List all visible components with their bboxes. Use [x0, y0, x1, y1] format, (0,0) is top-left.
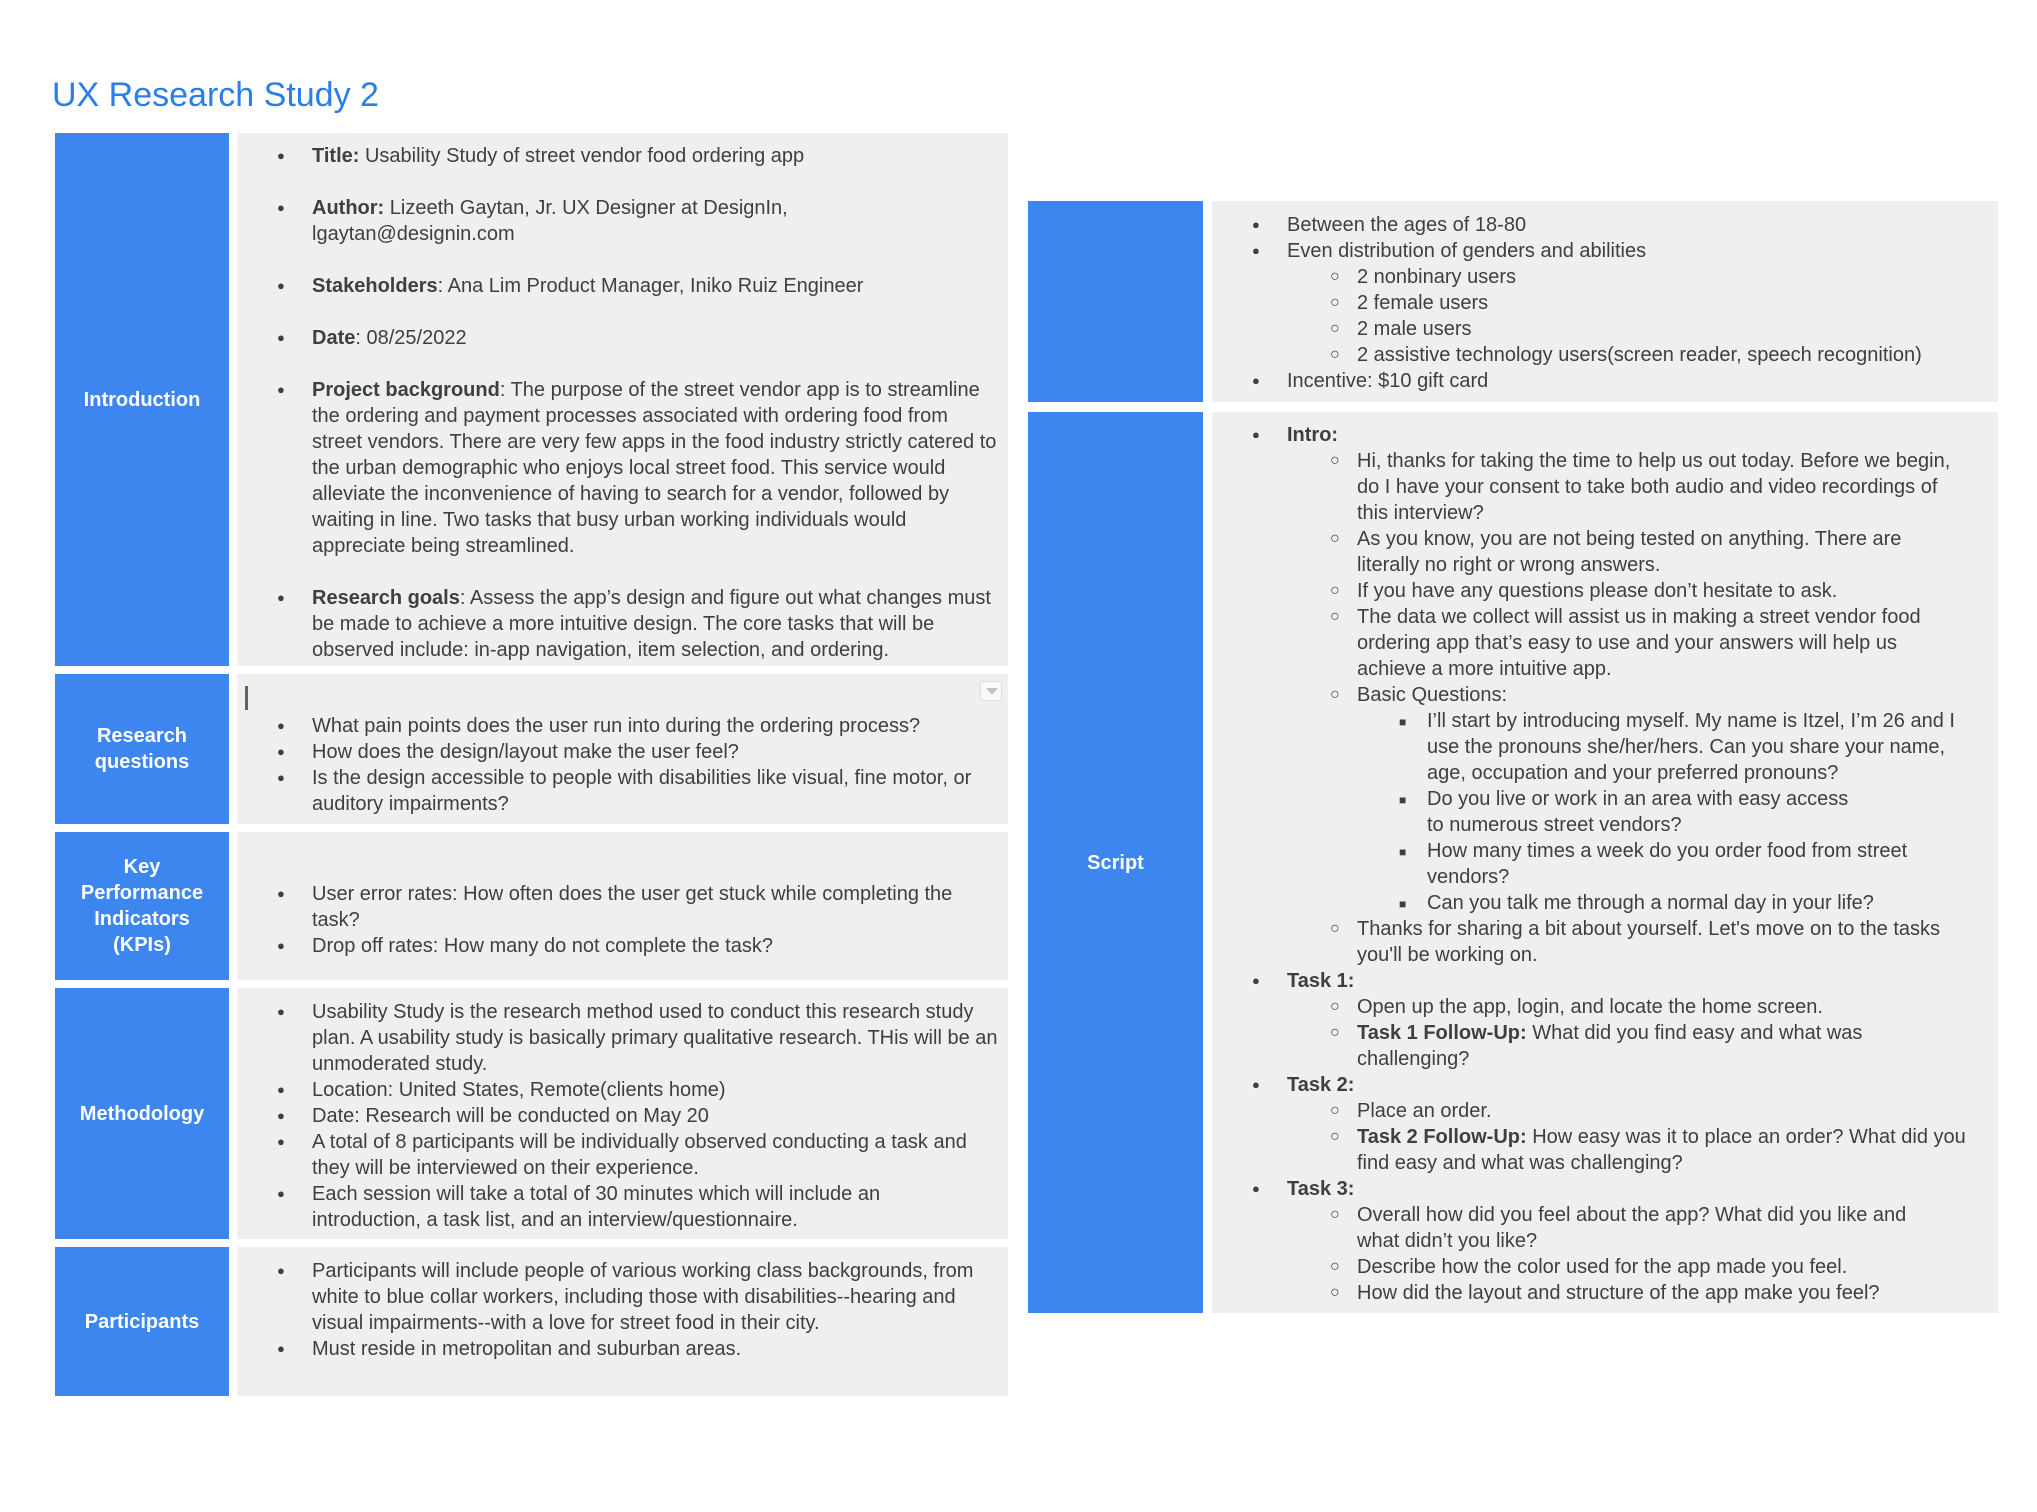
introduction-content: [237, 133, 1008, 666]
list-item: ● User error rates: How often does the user get stuck while completing the task?: [237, 881, 998, 933]
list-item: ● How does the design/layout make the user feel?: [237, 739, 988, 765]
list-item: ● Incentive: $10 gift card: [1212, 368, 1998, 394]
page-title: UX Research Study 2: [52, 76, 379, 114]
list-item: ○ Task 2 Follow-Up: How easy was it to place an order? What did you find easy and what was challenging?: [1287, 1124, 1986, 1176]
task2-sublist: [1212, 1098, 1986, 1176]
list-item: ■ Do you live or work in an area with easy access to numerous street vendors?: [1357, 786, 1986, 838]
list-item: ● Date: 08/25/2022: [237, 325, 1008, 351]
list-item: ○ 2 male users: [1287, 316, 1998, 342]
list-item: ○ 2 nonbinary users: [1287, 264, 1998, 290]
participants-label: [55, 1247, 229, 1396]
research-questions-label: [55, 674, 229, 824]
research-questions-content: [237, 674, 1008, 824]
methodology-content: [237, 988, 1008, 1239]
text-cursor: [245, 686, 248, 710]
list-item: ● Task 3: ○ Overall how did you feel about the app? What did you like and what didn’t you like? ○ Describe how the color used for the app made you feel. ○ How did the layout and structure of the app make you feel?: [1212, 1176, 1986, 1306]
methodology-label-text: Methodology: [79, 1102, 205, 1125]
list-item: ■ Can you talk me through a normal day in your life?: [1357, 890, 1986, 916]
list-item: ○ 2 assistive technology users(screen reader, speech recognition): [1287, 342, 1998, 368]
list-item: ● Even distribution of genders and abilities ○ 2 nonbinary users ○ 2 female users ○ 2 male users ○ 2 assistive technology users(screen reader, speech recognition): [1212, 238, 1998, 368]
intro-sublist: [1212, 448, 1986, 968]
research-questions-list: [237, 713, 1008, 817]
script-list: [1212, 422, 1998, 1306]
methodology-list: [237, 999, 1008, 1233]
participants-continued-content: [1212, 201, 1998, 402]
list-item: ● Drop off rates: How many do not complete the task?: [237, 933, 998, 959]
list-item: ● Title: Usability Study of street vendor food ordering app: [237, 143, 1008, 169]
research-questions-label-text: Research questions: [94, 725, 190, 773]
list-item: ● Task 1: ○ Open up the app, login, and locate the home screen. ○ Task 1 Follow-Up: What did you find easy and what was challenging?: [1212, 968, 1986, 1072]
methodology-label: [55, 988, 229, 1239]
list-item: ● Location: United States, Remote(clients home): [237, 1077, 998, 1103]
basic-questions-sublist: [1287, 708, 1986, 916]
list-item: ○ Basic Questions: ■ I’ll start by introducing myself. My name is Itzel, I’m 26 and I use the pronouns she/her/hers. Can you share your name, age, occupation and your preferred pronouns? ■ Do you live or work in an area with easy access to numerous street vendors? ■ How many times a week do you order food from street vendors? ■ Can you talk me through a normal day in your life?: [1287, 682, 1986, 916]
kpis-list: [237, 881, 1008, 959]
list-item: ● Stakeholders: Ana Lim Product Manager, Iniko Ruiz Engineer: [237, 273, 1008, 299]
introduction-label-text: Introduction: [83, 388, 201, 411]
list-item: ○ 2 female users: [1287, 290, 1998, 316]
list-item: ● Task 2: ○ Place an order. ○ Task 2 Follow-Up: How easy was it to place an order? What did you find easy and what was challenging?: [1212, 1072, 1986, 1176]
introduction-list: [237, 143, 1008, 663]
list-item: ■ I’ll start by introducing myself. My name is Itzel, I’m 26 and I use the pronouns she/her/hers. Can you share your name, age, occupation and your preferred pronouns?: [1357, 708, 1986, 786]
list-item: ● Participants will include people of various working class backgrounds, from white to blue collar workers, including those with disabilities--hearing and visual impairments--with a love for street food in their city.: [237, 1258, 1003, 1336]
list-item: ○ Place an order.: [1287, 1098, 1986, 1124]
list-item: ○ Hi, thanks for taking the time to help us out today. Before we begin, do I have your consent to take both audio and video recordings of this interview?: [1287, 448, 1986, 526]
dropdown-arrow-icon[interactable]: [980, 681, 1002, 701]
script-label: [1028, 412, 1203, 1313]
participants-continued-list: [1212, 212, 1998, 394]
list-item: ● Usability Study is the research method used to conduct this research study plan. A usability study is basically primary qualitative research. THis will be an unmoderated study.: [237, 999, 998, 1077]
list-item: ● Project background: The purpose of the street vendor app is to streamline the ordering and payment processes associated with ordering food from street vendors. There are very few apps in the food industry strictly catered to the urban demographic who enjoys local street food. This service would alleviate the inconvenience of having to search for a vendor, followed by waiting in line. Two tasks that busy urban working individuals would appreciate being streamlined.: [237, 377, 1008, 559]
kpis-label-text: Key Performance Indicators (KPIs): [80, 856, 204, 956]
list-item: ● Intro: ○ Hi, thanks for taking the time to help us out today. Before we begin, do I have your consent to take both audio and video recordings of this interview? ○ As you know, you are not being tested on anything. There are literally no right or wrong answers. ○ If you have any questions please don’t hesitate to ask. ○ The data we collect will assist us in making a street vendor food ordering app that’s easy to use and your answers will help us achieve a more intuitive app. ○ Basic Questions: ■ I’ll start by introducing myself. My name is Itzel, I’m 26 and I use the pronouns she/her/hers. Can you share your name, age, occupation and your preferred pronouns? ■ Do you live or work in an area with easy access to numerous street vendors? ■ How many times a week do you order food from street vendors? ■ Can you talk me through a normal day in your life? ○ Thanks for sharing a bit about yourself. Let's move on to the tasks you'll be working on.: [1212, 422, 1986, 968]
distribution-sublist: [1212, 264, 1998, 368]
list-item: ○ The data we collect will assist us in making a street vendor food ordering app that’s easy to use and your answers will help us achieve a more intuitive app.: [1287, 604, 1986, 682]
list-item: ○ Describe how the color used for the app made you feel.: [1287, 1254, 1986, 1280]
list-item: ○ Open up the app, login, and locate the home screen.: [1287, 994, 1986, 1020]
kpis-label: [55, 832, 229, 980]
list-item: ● Research goals: Assess the app’s design and figure out what changes must be made to achieve a more intuitive design. The core tasks that will be observed include: in-app navigation, item selection, and ordering.: [237, 585, 1008, 663]
participants-continued-label: [1028, 201, 1203, 402]
list-item: ○ Thanks for sharing a bit about yourself. Let's move on to the tasks you'll be working on.: [1287, 916, 1986, 968]
list-item: ○ Overall how did you feel about the app? What did you like and what didn’t you like?: [1287, 1202, 1986, 1254]
kpis-content: [237, 832, 1008, 980]
introduction-label: [55, 133, 229, 666]
list-item: ● Is the design accessible to people with disabilities like visual, fine motor, or auditory impairments?: [237, 765, 988, 817]
participants-content: [237, 1247, 1008, 1396]
task3-sublist: [1212, 1202, 1986, 1306]
script-content: [1212, 412, 1998, 1313]
task1-sublist: [1212, 994, 1986, 1072]
list-item: ○ As you know, you are not being tested on anything. There are literally no right or wrong answers.: [1287, 526, 1986, 578]
list-item: ○ If you have any questions please don’t hesitate to ask.: [1287, 578, 1986, 604]
list-item: ● What pain points does the user run into during the ordering process?: [237, 713, 988, 739]
list-item: ● Each session will take a total of 30 minutes which will include an introduction, a task list, and an interview/questionnaire.: [237, 1181, 998, 1233]
list-item: ● Author: Lizeeth Gaytan, Jr. UX Designer at DesignIn, lgaytan@designin.com: [237, 195, 1008, 247]
list-item: ● Between the ages of 18-80: [1212, 212, 1998, 238]
participants-list: [237, 1258, 1008, 1362]
participants-label-text: Participants: [84, 1310, 200, 1333]
script-label-text: Script: [1087, 851, 1144, 874]
list-item: ● A total of 8 participants will be individually observed conducting a task and they will be interviewed on their experience.: [237, 1129, 998, 1181]
list-item: ● Date: Research will be conducted on May 20: [237, 1103, 998, 1129]
list-item: ○ Task 1 Follow-Up: What did you find easy and what was challenging?: [1287, 1020, 1986, 1072]
list-item: ■ How many times a week do you order food from street vendors?: [1357, 838, 1986, 890]
list-item: ● Must reside in metropolitan and suburban areas.: [237, 1336, 1003, 1362]
list-item: ○ How did the layout and structure of the app make you feel?: [1287, 1280, 1986, 1306]
